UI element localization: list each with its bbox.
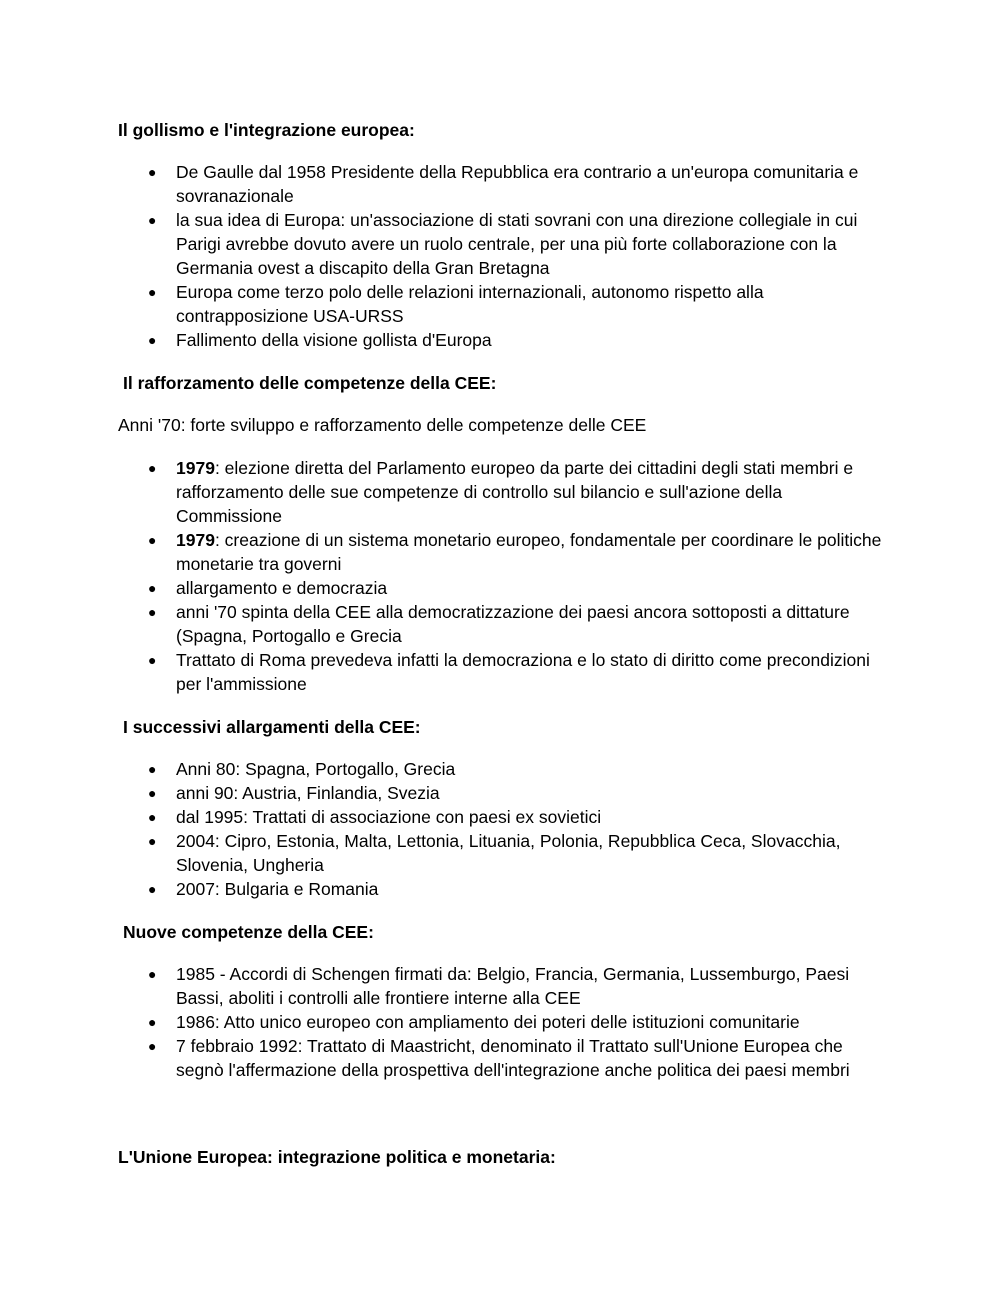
bullet-icon: ● [148,212,157,228]
list-item: ● 7 febbraio 1992: Trattato di Maastricht, denominato il Trattato sull'Unione Europea che segnò l'affermazione della prospettiva dell'integrazione anche politica dei paesi membri [148,1036,850,1080]
list-item: ● la sua idea di Europa: un'associazione di stati sovrani con una direzione collegiale in cui Parigi avrebbe dovuto avere un ruolo centrale, per una più forte collaborazione con la Germania ovest a discapito della Gran Bretagna [148,210,858,278]
bullet-icon: ● [148,604,157,620]
section-heading-gollismo: Il gollismo e l'integrazione europea: [118,120,415,140]
list-item: ● anni '70 spinta della CEE alla democratizzazione dei paesi ancora sottoposti a dittature (Spagna, Portogallo e Grecia [148,602,850,646]
bullet-icon: ● [148,1038,157,1054]
list-item: ● 1986: Atto unico europeo con ampliamento dei poteri delle istituzioni comunitarie [148,1012,800,1032]
section-heading-unione-europea: L'Unione Europea: integrazione politica e monetaria: [118,1147,556,1167]
bullet-icon: ● [148,532,157,548]
bullet-list-allargamenti [0,757,1000,901]
bullet-icon: ● [148,580,157,596]
list-item: ● Europa come terzo polo delle relazioni internazionali, autonomo rispetto alla contrapposizione USA-URSS [148,282,764,326]
bullet-icon: ● [148,966,157,982]
list-item: ● 2004: Cipro, Estonia, Malta, Lettonia, Lituania, Polonia, Repubblica Ceca, Slovacchia, Slovenia, Ungheria [148,831,841,875]
bullet-icon: ● [148,785,157,801]
list-item: ● De Gaulle dal 1958 Presidente della Repubblica era contrario a un'europa comunitaria e sovranazionale [148,162,859,206]
list-item: ● 1979: creazione di un sistema monetario europeo, fondamentale per coordinare le politiche monetarie tra governi [148,530,882,574]
bullet-icon: ● [148,1014,157,1030]
list-item: ● anni 90: Austria, Finlandia, Svezia [148,783,440,803]
list-item: ● Trattato di Roma prevedeva infatti la democraziona e lo stato di diritto come precondizioni per l'ammissione [148,650,870,694]
section-heading-nuove-competenze: Nuove competenze della CEE: [123,922,374,942]
section-paragraph-anni-70: Anni '70: forte sviluppo e rafforzamento delle competenze delle CEE [118,415,647,435]
bullet-list-rafforzamento [0,456,1000,696]
list-item: ● Anni 80: Spagna, Portogallo, Grecia [148,759,456,779]
list-item: ● allargamento e democrazia [148,578,388,598]
bullet-icon: ● [148,809,157,825]
bullet-icon: ● [148,881,157,897]
section-heading-rafforzamento: Il rafforzamento delle competenze della CEE: [123,373,497,393]
list-item: ● dal 1995: Trattati di associazione con paesi ex sovietici [148,807,602,827]
bullet-icon: ● [148,284,157,300]
section-heading-allargamenti: I successivi allargamenti della CEE: [123,717,421,737]
bullet-icon: ● [148,164,157,180]
list-item: ● 2007: Bulgaria e Romania [148,879,379,899]
bullet-icon: ● [148,833,157,849]
bullet-list-gollismo [0,160,1000,352]
list-item: ● Fallimento della visione gollista d'Europa [148,330,492,350]
bullet-icon: ● [148,332,157,348]
bullet-list-nuove-competenze [0,962,1000,1082]
bullet-icon: ● [148,460,157,476]
list-item: ● 1985 - Accordi di Schengen firmati da: Belgio, Francia, Germania, Lussemburgo, Paesi Bassi, aboliti i controlli alle frontiere interne alla CEE [148,964,850,1008]
list-item: ● 1979: elezione diretta del Parlamento europeo da parte dei cittadini degli stati membri e rafforzamento delle sue competenze di controllo sul bilancio e sull'azione della Commissione [148,458,854,526]
bullet-icon: ● [148,652,157,668]
bullet-icon: ● [148,761,157,777]
